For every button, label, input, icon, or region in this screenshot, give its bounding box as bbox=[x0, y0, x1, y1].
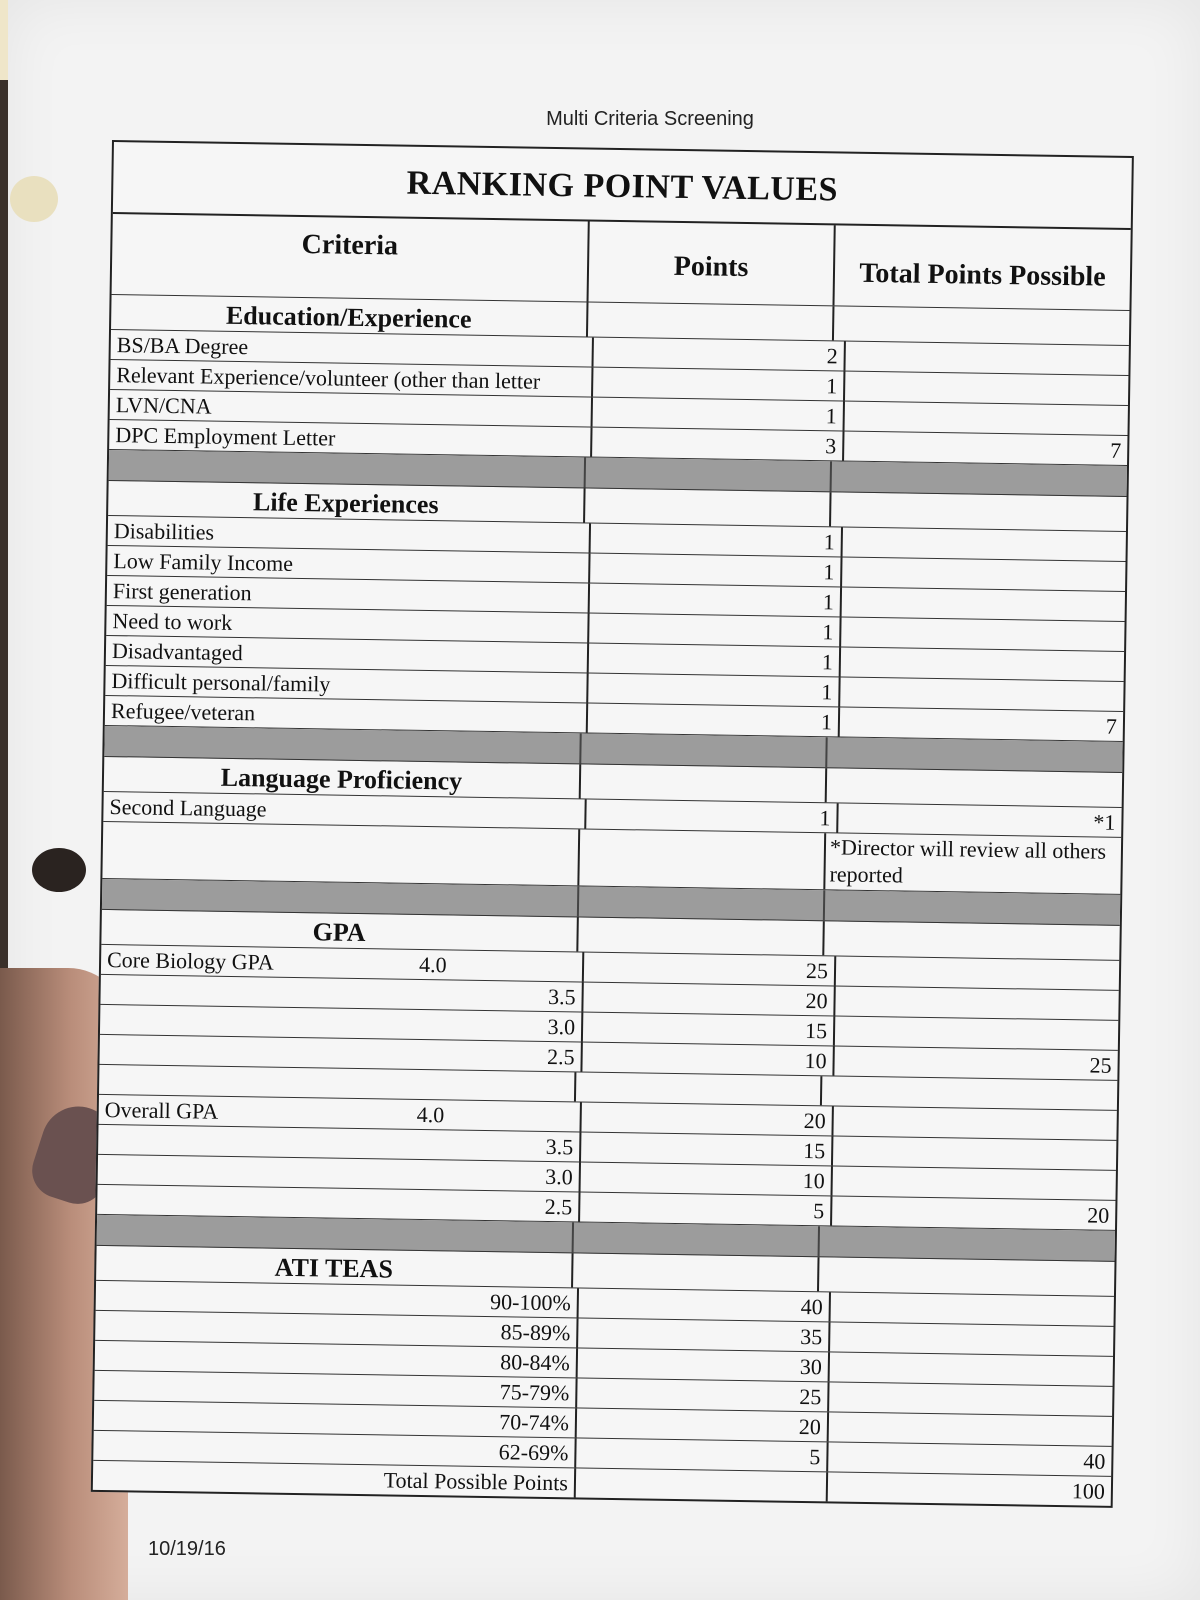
gpa-value: 3.5 bbox=[547, 983, 576, 1010]
column-header-points: Points bbox=[589, 222, 836, 306]
section-total: *1 bbox=[1093, 809, 1116, 835]
punch-hole-top bbox=[10, 176, 58, 222]
score-range: 75-79% bbox=[499, 1379, 570, 1406]
gpa-value: 2.5 bbox=[544, 1193, 573, 1220]
criteria-label: Relevant Experience/volunteer (other than letter bbox=[110, 360, 593, 397]
gpa-value: 3.0 bbox=[547, 1013, 576, 1040]
grand-total-value: 100 bbox=[1071, 1478, 1106, 1504]
criteria-label: Refugee/veteran bbox=[105, 696, 588, 733]
director-note: *Director will review all others reported bbox=[829, 834, 1107, 888]
points-value: 1 bbox=[593, 398, 845, 431]
criteria-label: DPC Employment Letter bbox=[109, 420, 592, 457]
score-range: 85-89% bbox=[500, 1319, 571, 1346]
points-value: 1 bbox=[589, 644, 841, 677]
section-heading: GPA bbox=[101, 910, 578, 951]
score-range: 70-74% bbox=[499, 1409, 570, 1436]
points-value: 30 bbox=[578, 1348, 830, 1381]
points-value: 15 bbox=[581, 1132, 833, 1165]
score-range: 62-69% bbox=[498, 1439, 569, 1466]
points-value: 3 bbox=[592, 428, 844, 461]
footer-date: 10/19/16 bbox=[148, 1538, 226, 1560]
section-heading: Education/Experience bbox=[111, 295, 588, 336]
points-value: 20 bbox=[581, 1103, 833, 1136]
points-value: 1 bbox=[590, 584, 842, 617]
column-header-criteria: Criteria bbox=[112, 214, 590, 301]
points-value: 40 bbox=[579, 1288, 831, 1321]
section-total: 40 bbox=[1083, 1448, 1106, 1474]
gpa-value: 3.5 bbox=[545, 1133, 574, 1160]
gpa-value: 4.0 bbox=[416, 1101, 445, 1128]
section-heading: ATI TEAS bbox=[96, 1246, 573, 1287]
points-value: 10 bbox=[582, 1043, 834, 1076]
ranking-table bbox=[91, 140, 1134, 1508]
grand-total-label: Total Possible Points bbox=[383, 1467, 569, 1496]
points-value: 35 bbox=[578, 1318, 830, 1351]
points-value: 25 bbox=[577, 1378, 829, 1411]
points-value: 1 bbox=[588, 704, 840, 737]
points-value: 10 bbox=[581, 1162, 833, 1195]
points-value: 1 bbox=[593, 368, 845, 401]
criteria-label: First generation bbox=[107, 576, 590, 613]
points-value: 1 bbox=[590, 554, 842, 587]
criteria-label: Low Family Income bbox=[107, 546, 590, 583]
score-range: 90-100% bbox=[489, 1289, 571, 1316]
column-header-total: Total Points Possible bbox=[859, 257, 1106, 293]
points-value: 2 bbox=[594, 338, 846, 371]
criteria-label: Disadvantaged bbox=[106, 636, 589, 673]
gpa-value: 3.0 bbox=[545, 1163, 573, 1190]
criteria-label: BS/BA Degree bbox=[111, 330, 594, 367]
page-header: Multi Criteria Screening bbox=[546, 108, 754, 130]
section-heading: Life Experiences bbox=[108, 481, 585, 522]
points-value: 1 bbox=[591, 524, 843, 557]
gpa-value: 4.0 bbox=[418, 951, 447, 978]
section-total: 25 bbox=[1089, 1052, 1112, 1078]
points-value: 5 bbox=[576, 1438, 828, 1471]
gpa-value: 2.5 bbox=[546, 1043, 575, 1070]
points-value: 1 bbox=[589, 614, 841, 647]
criteria-label: Difficult personal/family bbox=[105, 666, 588, 703]
criteria-label: Disabilities bbox=[108, 516, 591, 553]
criteria-label: Need to work bbox=[106, 606, 589, 643]
points-value: 1 bbox=[586, 800, 838, 833]
criteria-label: Core Biology GPA bbox=[106, 947, 274, 975]
criteria-label: LVN/CNA bbox=[110, 390, 593, 427]
table-title: RANKING POINT VALUES bbox=[113, 142, 1132, 230]
points-value: 20 bbox=[577, 1408, 829, 1441]
criteria-label: Overall GPA bbox=[104, 1097, 219, 1124]
points-value: 1 bbox=[588, 674, 840, 707]
section-total: 7 bbox=[1105, 713, 1118, 739]
section-total: 7 bbox=[1110, 437, 1122, 463]
punch-hole-middle bbox=[32, 848, 86, 892]
score-range: 80-84% bbox=[500, 1349, 571, 1376]
points-value: 20 bbox=[583, 983, 835, 1016]
section-heading: Language Proficiency bbox=[104, 757, 581, 798]
criteria-label: Second Language bbox=[103, 792, 586, 829]
points-value: 15 bbox=[583, 1013, 835, 1046]
section-total: 20 bbox=[1087, 1202, 1110, 1228]
points-value: 25 bbox=[584, 953, 836, 986]
points-value: 5 bbox=[580, 1192, 832, 1225]
